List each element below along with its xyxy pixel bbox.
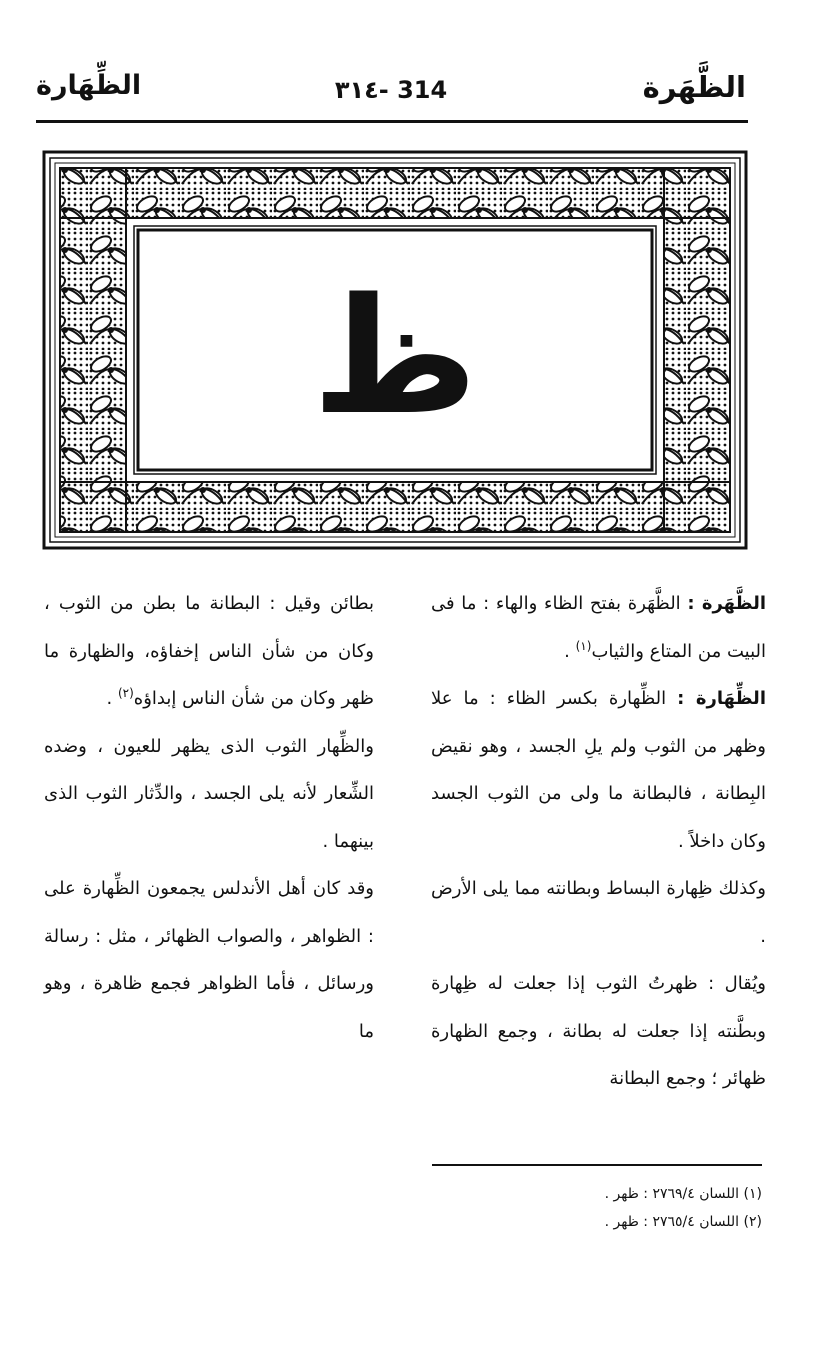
entry-term: الظَّهَرة : bbox=[687, 593, 766, 614]
paragraph: وقد كان أهل الأندلس يجمعون الظِّهارة على : الظواهر ، والصواب الظهائر ، مثل : رسالة ورسائل ، فأما الظواهر فجمع ظاهرة ، وهو ما bbox=[44, 878, 374, 1042]
footnote-rule bbox=[432, 1164, 762, 1166]
entry-end: . bbox=[564, 640, 570, 662]
text-column-left bbox=[44, 580, 374, 1055]
page-number: ٣١٤- 314 bbox=[334, 76, 448, 104]
page-header bbox=[36, 70, 746, 110]
paragraph bbox=[44, 580, 374, 723]
running-title-right: الظَّهَرة bbox=[642, 70, 746, 104]
paragraph-end: . bbox=[106, 688, 113, 709]
ornament-frame bbox=[42, 150, 748, 550]
footnote-ref: (١) bbox=[575, 638, 592, 653]
header-rule bbox=[36, 120, 748, 123]
entry-text: الظِّهارة بكسر الظاء : ما علا وظهر من الثوب ولم يلِ الجسد ، وهو نقيض البِطانة ، فالبطانة ما ولى من الثوب الجسد وكان داخلاً . bbox=[431, 688, 766, 852]
text-column-right bbox=[431, 580, 766, 1103]
ornamental-letter-banner bbox=[42, 150, 748, 550]
entry-term: الظِّهَارة : bbox=[677, 688, 766, 709]
footnote-1: (١) اللسان ٢٧٦٩/٤ : ظهر . bbox=[604, 1186, 762, 1202]
footnote-2: (٢) اللسان ٢٧٦٥/٤ : ظهر . bbox=[604, 1214, 762, 1230]
footnote-ref: (٢) bbox=[117, 686, 134, 700]
entry-text: الظَّهَرة بفتح الظاء والهاء : ما فى البيت من المتاع والثياب bbox=[431, 593, 766, 662]
footnotes bbox=[262, 1180, 762, 1236]
entry-dhahra bbox=[431, 580, 766, 675]
paragraph: ويُقال : ظهرتُ الثوب إذا جعلت له ظِهارة وبطَّنته إذا جعلت له بطانة ، وجمع الظهارة ظهائر ؛ وجمع البطانة bbox=[431, 973, 766, 1089]
running-title-left: الظِّهَارة bbox=[36, 70, 142, 101]
paragraph: وكذلك ظِهارة البساط وبطانته مما يلى الأرض . bbox=[431, 878, 766, 947]
banner-letter: ظ bbox=[311, 263, 479, 450]
paragraph-text: بطائن وقيل : البطانة ما بطن من الثوب ، وكان من شأن الناس إخفاؤه، والظهارة ما ظهر وكان من شأن الناس إبداؤه bbox=[44, 593, 374, 709]
paragraph: والظِّهار الثوب الذى يظهر للعيون ، وضده الشِّعار لأنه يلى الجسد ، والدِّثار الثوب الذى بينهما . bbox=[44, 735, 374, 852]
entry-dhihara bbox=[431, 675, 766, 865]
